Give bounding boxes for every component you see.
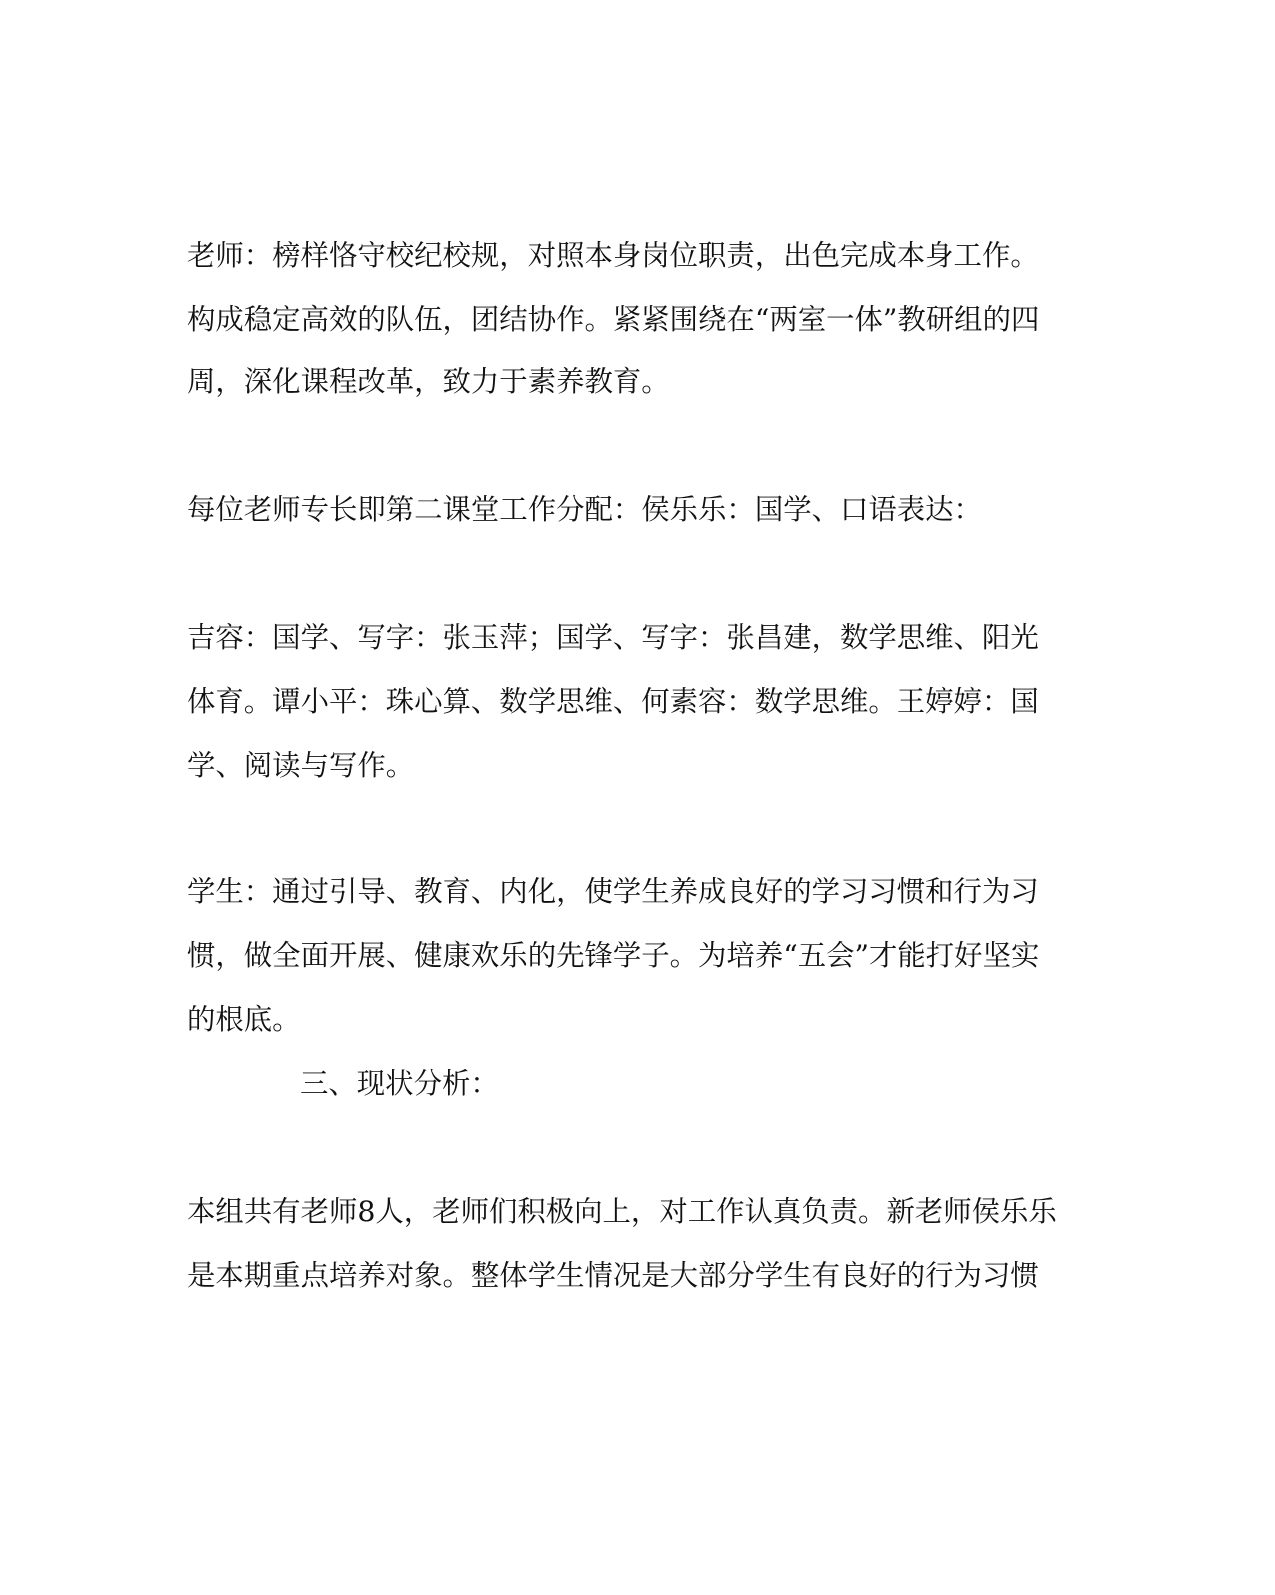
paragraph-line: 吉容：国学、写字：张玉萍；国学、写字：张昌建，数学思维、阳光 bbox=[187, 621, 1039, 654]
paragraph-line: 构成稳定高效的队伍，团结协作。紧紧围绕在“两室一体”教研组的四 bbox=[187, 303, 1040, 336]
paragraph-line: 老师：榜样恪守校纪校规，对照本身岗位职责，出色完成本身工作。 bbox=[187, 239, 1039, 272]
paragraph-line: 学、阅读与写作。 bbox=[187, 749, 415, 782]
paragraph-line: 学生：通过引导、教育、内化，使学生养成良好的学习习惯和行为习 bbox=[187, 875, 1039, 908]
paragraph-line: 惯，做全面开展、健康欢乐的先锋学子。为培养“五会”才能打好坚实 bbox=[187, 939, 1040, 972]
paragraph-line: 本组共有老师8人，老师们积极向上，对工作认真负责。新老师侯乐乐 bbox=[187, 1195, 1057, 1228]
paragraph-line: 是本期重点培养对象。整体学生情况是大部分学生有良好的行为习惯 bbox=[187, 1259, 1039, 1292]
paragraph-line: 每位老师专长即第二课堂工作分配：侯乐乐：国学、口语表达： bbox=[187, 493, 982, 526]
paragraph-line: 体育。谭小平：珠心算、数学思维、何素容：数学思维。王婷婷：国 bbox=[187, 685, 1039, 718]
paragraph-line: 周，深化课程改革，致力于素养教育。 bbox=[187, 365, 670, 398]
paragraph-line: 的根底。 bbox=[187, 1003, 301, 1036]
section-heading: 三、现状分析： bbox=[300, 1067, 499, 1100]
